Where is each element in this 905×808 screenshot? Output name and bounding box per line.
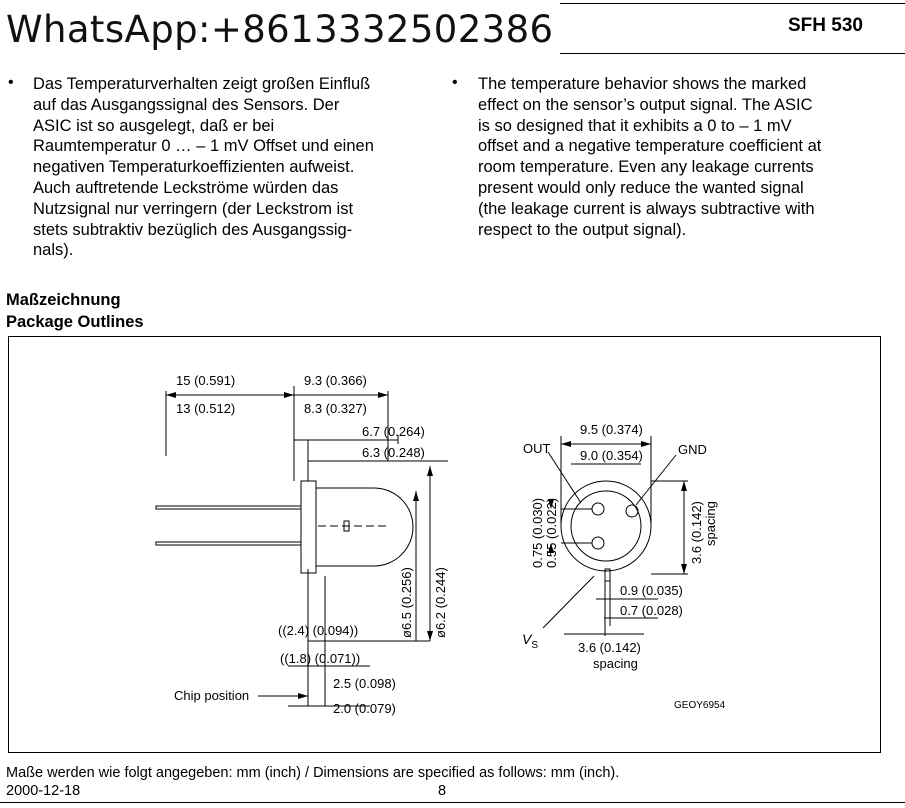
text-line: auf das Ausgangssignal des Sensors. Der [33,95,340,114]
package-body [316,488,413,566]
dim-0-7: 0.7 (0.028) [620,603,683,618]
header-rule [560,53,905,54]
dim-2-0: 2.0 (0.079) [333,701,396,716]
dim-d6-5: ø6.5 (0.256) [399,567,414,638]
text-line: respect to the output signal). [478,220,687,239]
text-line: effect on the sensor’s output signal. The ASIC [478,95,813,114]
text-line: room temperature. Even any leakage currents [478,158,814,177]
dimensions-footnote: Maße werden wie folgt angegeben: mm (inch) / Dimensions are specified as follows: mm (inch). [6,765,620,781]
page-number: 8 [438,783,447,799]
paragraph-en [478,74,821,240]
dim-1-8: ((1.8) (0.071)) [280,651,361,666]
text-line: present would only reduce the wanted signal [478,178,804,197]
text-line: negativen Temperaturkoeffizienten aufweist. [33,158,355,177]
gnd-label: GND [678,442,707,457]
dim-3-6-horizontal: 3.6 (0.142) [578,640,641,655]
watermark-contact: WhatsApp:+8613332502386 [6,8,554,51]
dim-6-7: 6.7 (0.264) [362,424,425,439]
dim-2-5: 2.5 (0.098) [333,676,396,691]
drawing-code: GEOY6954 [674,700,726,711]
spacing-horizontal: spacing [593,656,638,671]
text-line: stets subtraktiv bezüglich des Ausgangssig- [33,220,353,239]
body-circle [571,491,641,561]
text-line: nals). [33,241,74,260]
paragraph-de [33,74,374,261]
heading-de: Maßzeichnung [6,291,121,309]
flange-circle [561,481,651,571]
dim-13: 13 (0.512) [176,401,236,416]
dim-15: 15 (0.591) [176,373,236,388]
bullet-de: • [8,74,14,91]
dim-2-4: ((2.4) (0.094)) [278,623,359,638]
text-line: Das Temperaturverhalten zeigt großen Einfluß [33,75,371,93]
header-top-rule [560,3,905,4]
dim-8-3: 8.3 (0.327) [304,401,367,416]
dim-6-3: 6.3 (0.248) [362,445,425,460]
text-line: offset and a negative temperature coefficient at [478,137,822,156]
text-line: Nutzsignal nur verringern (der Leckstrom ist [33,199,354,218]
text-line: is so designed that it exhibits a 0 to – 1 mV [478,116,792,135]
vs-label: $V_S$ [522,631,539,651]
text-line: ASIC ist so ausgelegt, daß er bei [33,116,275,135]
dim-9-5: 9.5 (0.374) [580,422,643,437]
spacing-vertical: spacing [703,501,718,546]
text-line: Auch auftretende Leckströme würden das [33,178,339,197]
dim-3-6-vertical: 3.6 (0.142) [689,501,704,564]
pin-gnd [626,505,638,517]
dim-0-55: 0.55 (0.022) [544,497,559,568]
document-id: SFH 530 [788,15,863,36]
bullet-en: • [452,74,458,91]
footer-rule [0,802,905,803]
heading-en: Package Outlines [6,313,144,331]
text-line: Raumtemperatur 0 … – 1 mV Offset und einen [33,137,374,156]
lead-lower [156,542,301,545]
pin-out [592,503,604,515]
dim-9-3: 9.3 (0.366) [304,373,367,388]
dim-0-9: 0.9 (0.035) [620,583,683,598]
dim-d6-2: ø6.2 (0.244) [433,567,448,638]
out-label: OUT [523,441,551,456]
flange [301,481,316,573]
package-outline-drawing [8,336,881,753]
chip-position-label: Chip position [174,688,250,703]
pin-vs [592,537,604,549]
dim-9-0: 9.0 (0.354) [580,448,643,463]
lead-upper [156,506,301,509]
text-line: (the leakage current is always subtractive with [478,199,815,218]
text-line: The temperature behavior shows the marked [478,75,807,93]
dim-0-75: 0.75 (0.030) [530,497,545,568]
document-date: 2000-12-18 [6,783,81,799]
